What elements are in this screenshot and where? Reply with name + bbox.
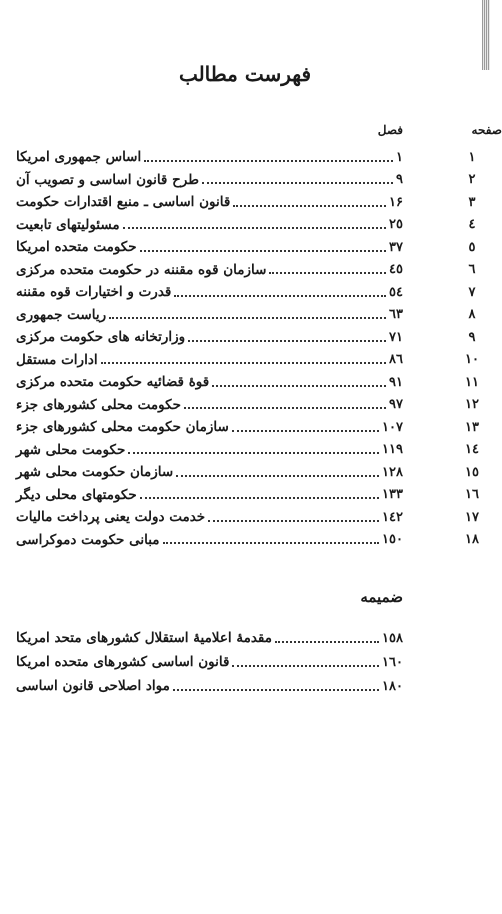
chapter-number: ۹ [468, 329, 476, 345]
appendix-title: ضمیمه [360, 588, 403, 606]
dot-leader [275, 640, 379, 643]
page-number: ۱٤۲ [382, 509, 403, 525]
chapter-title: قدرت و اختیارات قوه مقننه [16, 284, 172, 301]
chapter-number: ۱۲ [465, 397, 479, 413]
toc-entry [12, 506, 479, 529]
page-number: ۱۲۸ [382, 464, 403, 480]
dot-leader [176, 474, 379, 477]
chapter-column-header: فصل [377, 123, 403, 137]
chapter-number: ۱٤ [465, 442, 479, 458]
dot-leader [188, 339, 386, 342]
dot-leader [101, 361, 386, 364]
page-number: ۱٥۰ [382, 532, 403, 548]
toc-entry [12, 281, 476, 304]
toc-entry [12, 529, 479, 552]
chapter-title: سازمان حکومت محلی شهر [16, 464, 174, 481]
toc-entry [12, 146, 476, 169]
chapter-number: ٦ [468, 262, 476, 278]
chapter-title: حکومت محلی کشورهای جزء [16, 396, 181, 413]
page-edge-strip [482, 0, 490, 70]
page-number: ۳۷ [389, 239, 403, 255]
appendix-list [12, 626, 403, 698]
page-number: ۹۱ [389, 374, 403, 390]
dot-leader [208, 519, 379, 522]
chapter-number: ۱۱ [465, 374, 479, 390]
page-number: ۱۱۹ [382, 442, 403, 458]
chapter-title: مبانی حکومت دموکراسی [16, 531, 160, 548]
page-number: ۹۷ [389, 397, 403, 413]
page-number: ۱٥۸ [382, 630, 403, 646]
dot-leader [233, 204, 386, 207]
toc-entry [12, 236, 476, 259]
appendix-entry [12, 626, 403, 650]
page-number: ۱۰۷ [382, 419, 403, 435]
dot-leader [232, 429, 379, 432]
chapter-number: ۷ [468, 284, 476, 300]
dot-leader [140, 496, 379, 499]
chapter-title: اساس جمهوری امریکا [16, 149, 142, 166]
toc-entry [12, 259, 476, 282]
appendix-entry [12, 674, 403, 698]
dot-leader [202, 181, 393, 184]
toc-entry [12, 394, 479, 417]
dot-leader [184, 406, 386, 409]
appendix-entry [12, 650, 403, 674]
chapter-title: مسئولیتهای تابعیت [16, 216, 120, 233]
toc-entry [12, 416, 479, 439]
page-column-header: صفحه [471, 123, 502, 137]
toc-entry [12, 349, 479, 372]
page-title: فهرست مطالب [178, 62, 312, 86]
dot-leader [144, 159, 393, 162]
dot-leader [163, 541, 380, 544]
chapter-number: ۲ [468, 172, 476, 188]
toc-entry [12, 326, 476, 349]
toc-entry [12, 169, 476, 192]
appendix-item-title: مواد اصلاحی قانون اساسی [16, 678, 170, 694]
dot-leader [128, 451, 379, 454]
dot-leader [109, 316, 386, 319]
page-number: ۱۶ [389, 194, 403, 210]
dot-leader [140, 249, 386, 252]
chapter-number: ۱ [468, 149, 476, 165]
page-number: ۱۳۳ [382, 487, 403, 503]
page-number: ٦۳ [389, 307, 403, 323]
chapter-number: ٤ [468, 217, 476, 233]
appendix-item-title: قانون اساسی کشورهای متحده امریکا [16, 654, 230, 670]
toc-entry [12, 461, 479, 484]
toc-entry [12, 191, 476, 214]
chapter-number: ۱٥ [465, 464, 479, 480]
toc-entry [12, 214, 476, 237]
chapter-number: ٥ [468, 239, 476, 255]
dot-leader [212, 384, 386, 387]
chapter-title: طرح قانون اساسی و تصویب آن [16, 171, 199, 188]
toc-entry [12, 484, 479, 507]
chapter-number: ۱۷ [465, 509, 479, 525]
chapter-title: ریاست جمهوری [16, 306, 107, 323]
chapter-title: ادارات مستقل [16, 351, 98, 368]
page-number: ۱ [396, 149, 403, 165]
page-number: ۷۱ [389, 329, 403, 345]
appendix-item-title: مقدمهٔ اعلامیهٔ استقلال کشورهای متحد امریکا [16, 630, 272, 646]
dot-leader [123, 226, 386, 229]
page-number: ۲٥ [389, 217, 403, 233]
chapter-title: خدمت دولت یعنی پرداخت مالیات [16, 509, 206, 526]
chapter-number: ۳ [468, 194, 476, 210]
table-of-contents [12, 146, 479, 551]
page-number: ٥٤ [389, 284, 403, 300]
chapter-number: ۸ [468, 307, 476, 323]
toc-entry [12, 371, 479, 394]
chapter-title: حکومت محلی شهر [16, 441, 126, 458]
chapter-title: حکومت متحده امریکا [16, 239, 137, 256]
chapter-title: قانون اساسی ـ منبع اقتدارات حکومت [16, 194, 231, 211]
chapter-number: ۱٦ [465, 487, 479, 503]
toc-entry [12, 439, 479, 462]
dot-leader [232, 664, 379, 667]
chapter-title: قوهٔ قضائیه حکومت متحده مرکزی [16, 374, 210, 391]
chapter-title: سازمان حکومت محلی کشورهای جزء [16, 419, 229, 436]
chapter-title: سازمان قوه مقننه در حکومت متحده مرکزی [16, 261, 267, 278]
chapter-number: ۱۳ [465, 419, 479, 435]
chapter-number: ۱۸ [465, 532, 479, 548]
page-number: ۱٦۰ [382, 654, 403, 670]
chapter-title: وزارتخانه های حکومت مرکزی [16, 329, 186, 346]
dot-leader [173, 688, 379, 691]
chapter-number: ۱۰ [465, 352, 479, 368]
page-number: ٤٥ [389, 262, 403, 278]
page-number: ۱۸۰ [382, 678, 403, 694]
dot-leader [269, 271, 386, 274]
page-number: ۸٦ [389, 352, 403, 368]
chapter-title: حکومتهای محلی دیگر [16, 486, 137, 503]
toc-entry [12, 304, 476, 327]
dot-leader [174, 294, 386, 297]
page-number: ۹ [396, 172, 403, 188]
